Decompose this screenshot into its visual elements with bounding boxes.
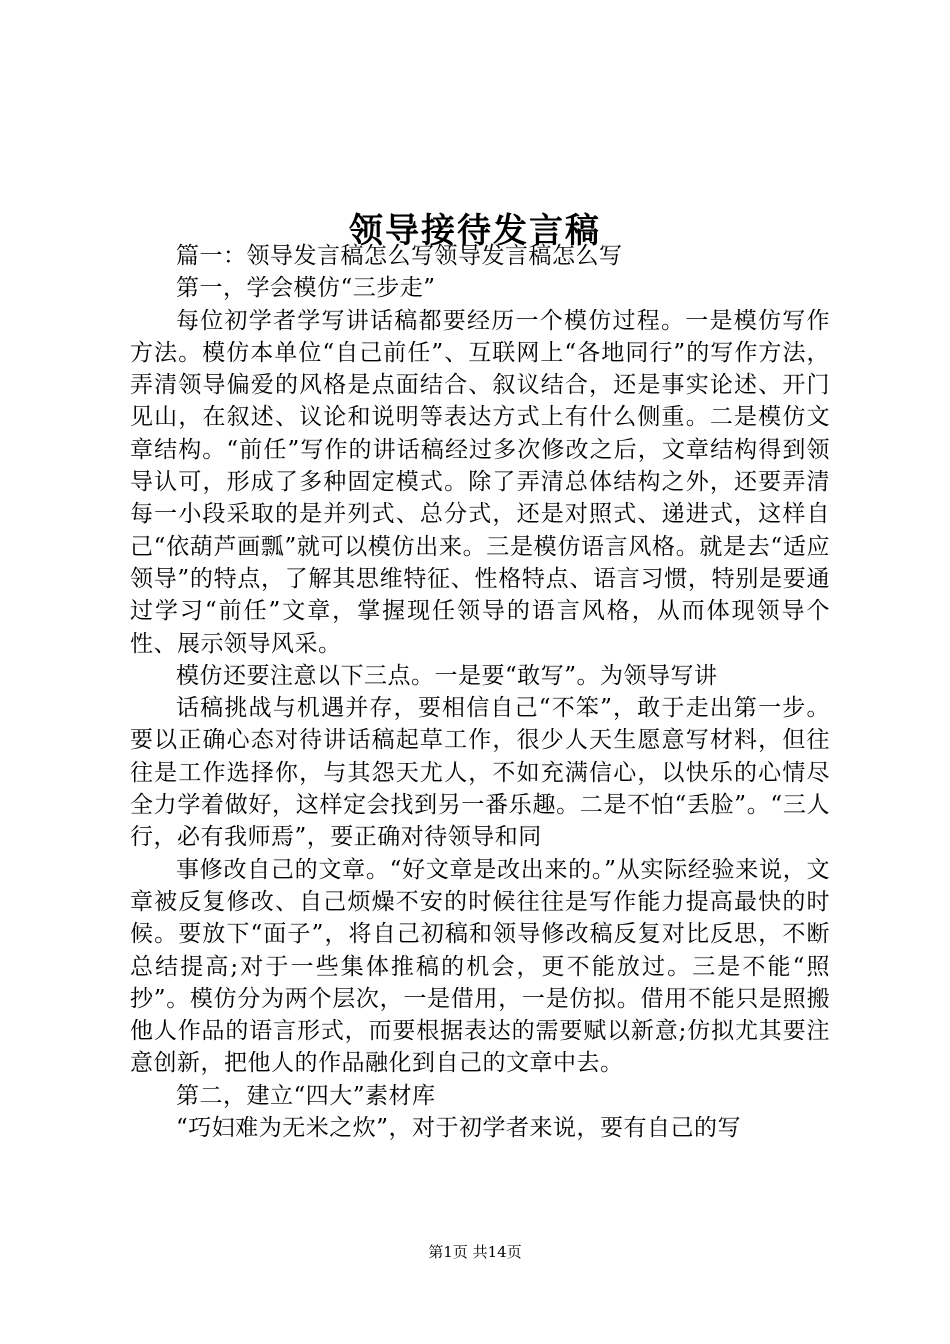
paragraph-material-intro: “巧妇难为无米之炊”，对于初学者来说，要有自己的写 <box>176 1115 742 1142</box>
paragraph-revise-articles: 事修改自己的文章。“好文章是改出来的。”从实际经验来说，文章被反复修改、自己烦燥不安的时候往往是写作能力提高最快的时候。要放下“面子”，将自己初稿和领导修改稿反复对比反思，不断总结提高;对于一些集体推稿的机会，更不能放过。三是不能“照抄”。模仿分为两个层次，一是借用，一是仿拟。借用不能只是照搬他人作品的语言形式，而要根据表达的需要赋以新意;仿拟尤其要注意创新，把他人的作品融化到自己的文章中去。 <box>130 856 830 1077</box>
paragraph-subheading-imitation: 第一，学会模仿“三步走” <box>176 275 436 302</box>
page-footer: 第1页 共14页 <box>428 1243 522 1261</box>
document-title: 领导接待发言稿 <box>349 210 601 251</box>
paragraph-three-points: 模仿还要注意以下三点。一是要“敢写”。为领导写讲 <box>176 662 718 689</box>
paragraph-dare-to-write: 话稿挑战与机遇并存，要相信自己“不笨”，敢于走出第一步。要以正确心态对待讲话稿起草工作，很少人天生愿意写材料，但往往是工作选择你，与其怨天尤人，不如充满信心，以快乐的心情尽全力学着做好，这样定会找到另一番乐趣。二是不怕“丢脸”。“三人行，必有我师焉”，要正确对待领导和同 <box>130 695 830 851</box>
paragraph-section-heading: 篇一：领导发言稿怎么写领导发言稿怎么写 <box>176 243 623 269</box>
paragraph-subheading-material: 第二，建立“四大”素材库 <box>176 1082 436 1109</box>
paragraph-imitation-methods: 每位初学者学写讲话稿都要经历一个模仿过程。一是模仿写作方法。模仿本单位“自己前任”、互联网上“各地同行”的写作方法，弄清领导偏爱的风格是点面结合、叙议结合，还是事实论述、开门见山，在叙述、议论和说明等表达方式上有什么侧重。二是模仿文章结构。“前任”写作的讲话稿经过多次修改之后，文章结构得到领导认可，形成了多种固定模式。除了弄清总体结构之外，还要弄清每一小段采取的是并列式、总分式，还是对照式、递进式，这样自己“依葫芦画瓢”就可以模仿出来。三是模仿语言风格。就是去“适应领导”的特点，了解其思维特征、性格特点、语言习惯，特别是要通过学习“前任”文章，掌握现任领导的语言风格，从而体现领导个性、展示领导风采。 <box>130 307 830 657</box>
document-body <box>130 240 830 1144</box>
